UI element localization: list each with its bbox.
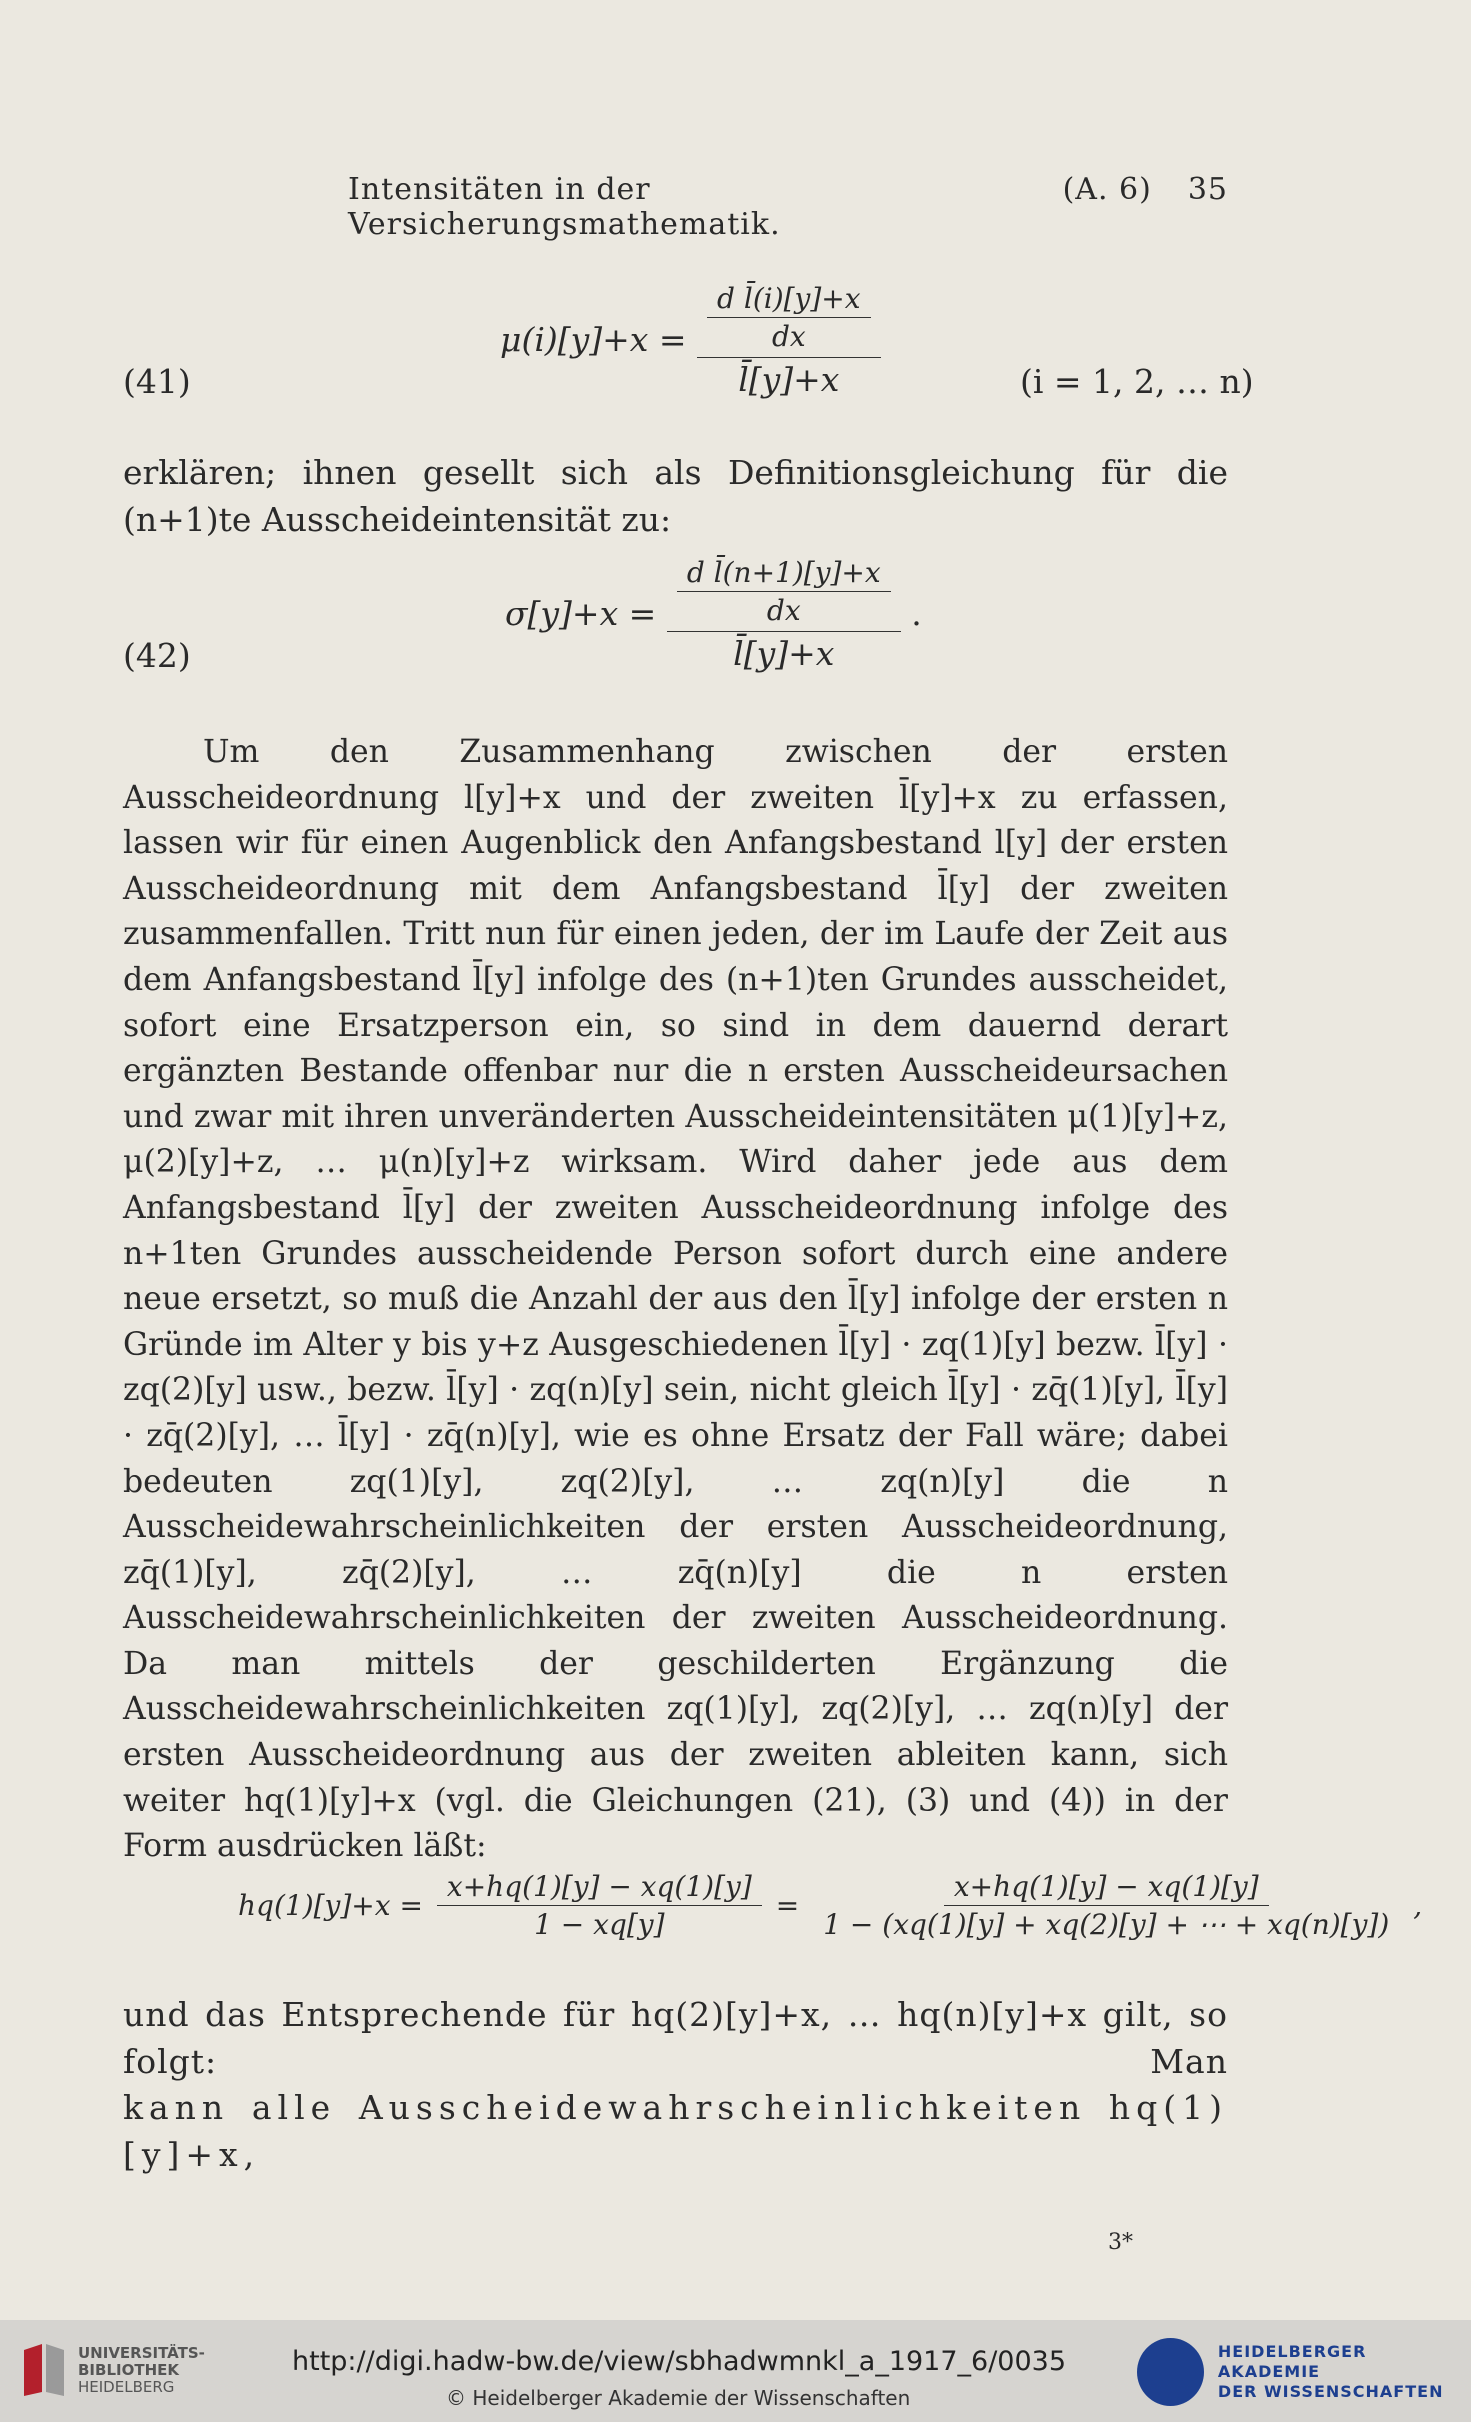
equation-41-condition: (i = 1, 2, … n) [1020,362,1254,401]
equation-final-fraction-1-numerator: x+hq(1)[y] − xq(1)[y] [437,1868,762,1906]
library-name-line-3: HEIDELBERG [78,2377,175,2396]
equation-42-inner-denominator: dx [766,594,801,627]
equation-final-equals: = [775,1889,800,1922]
equation-42-inner-numerator: d l̄(n+1)[y]+x [677,554,891,592]
equation-final-fraction-2-denominator: 1 − (xq(1)[y] + xq(2)[y] + ⋯ + xq(n)[y]) [823,1908,1390,1941]
intro-paragraph: erklären; ihnen gesellt sich als Definitionsgleichung für die (n+1)te Ausscheideintensität zu: [123,453,1228,539]
library-logo-icon [20,2342,68,2398]
equation-final-fraction-2-numerator: x+hq(1)[y] − xq(1)[y] [944,1868,1269,1906]
page-number: 35 [1187,172,1228,207]
academy-name-line-1: HEIDELBERGER AKADEMIE [1217,2342,1367,2381]
equation-42-numerator [667,552,901,632]
equation-42 [505,552,922,675]
running-header [348,172,1228,242]
equation-41-fraction [697,278,881,401]
equation-41-numerator [697,278,881,358]
equation-41-number: (41) [123,362,191,401]
equation-42-tail: . [911,594,922,633]
closing-lines [123,1992,1228,2178]
equation-41 [500,278,881,401]
equation-42-number: (42) [123,636,191,675]
equation-final-fraction-1-denominator: 1 − xq[y] [534,1908,665,1941]
equation-42-fraction [667,552,901,675]
equation-final [238,1868,1422,1943]
copyright-notice: © Heidelberger Akademie der Wissenschaften [446,2386,911,2410]
library-name-line-1: UNIVERSITÄTS- [78,2343,205,2362]
library-name-line-2: BIBLIOTHEK [78,2360,179,2379]
academy-logo[interactable] [1137,2338,1471,2406]
library-logo[interactable] [20,2342,205,2398]
closing-line-1: und das Entsprechende für hq(2)[y]+x, … hq(n)[y]+x gilt, so folgt: Man [123,1995,1228,2081]
equation-final-fraction-2 [813,1868,1399,1943]
closing-line-2: kann alle Ausscheidewahrscheinlichkeiten hq(1)[y]+x, [123,2088,1228,2174]
academy-name-line-2: DER WISSENSCHAFTEN [1217,2382,1444,2401]
equation-42-lhs: σ[y]+x = [505,594,657,633]
permalink-url[interactable]: http://digi.hadw-bw.de/view/sbhadwmnkl_a_1917_6/0035 [292,2346,1067,2377]
footer-bar [0,2320,1471,2422]
equation-42-denominator: l̄[y]+x [733,634,835,673]
equation-final-fraction-1 [437,1868,762,1943]
equation-final-tail: , [1413,1889,1423,1922]
equation-41-inner-denominator: dx [771,320,806,353]
header-title: Intensitäten in der Versicherungsmathematik. [348,172,781,242]
equation-41-denominator: l̄[y]+x [738,360,840,399]
main-paragraph: Um den Zusammenhang zwischen der ersten Ausscheideordnung l[y]+x und der zweiten l̄[y]+x zu erfassen, lassen wir für einen Augenblick den Anfangsbestand l[y] der ersten Ausscheideordnung mit dem Anfangsbestand l̄[y] der zweiten zusammenfallen. Tritt nun für einen jeden, der im Laufe der Zeit aus dem Anfangsbestand l̄[y] infolge des (n+1)ten Grundes ausscheidet, sofort eine Ersatzperson ein, so sind in dem dauernd derart ergänzten Bestande offenbar nur die n ersten Ausscheideursachen und zwar mit ihren unveränderten Ausscheideintensitäten μ(1)[y]+z, μ(2)[y]+z, … μ(n)[y]+z wirksam. Wird daher jede aus dem Anfangsbestand l̄[y] der zweiten Ausscheideordnung infolge des n+1ten Grundes ausscheidende Person sofort durch eine andere neue ersetzt, so muß die Anzahl der aus den l̄[y] infolge der ersten n Gründe im Alter y bis y+z Ausgeschiedenen l̄[y] · zq(1)[y] bezw. l̄[y] · zq(2)[y] usw., bezw. l̄[y] · zq(n)[y] sein, nicht gleich l̄[y] · zq̄(1)[y], l̄[y] · zq̄(2)[y], … l̄[y] · zq̄(n)[y], wie es ohne Ersatz der Fall wäre; dabei bedeuten zq(1)[y], zq(2)[y], … zq(n)[y] die n Ausscheidewahrscheinlichkeiten der ersten Ausscheideordnung, zq̄(1)[y], zq̄(2)[y], … zq̄(n)[y] die n ersten Ausscheidewahrscheinlichkeiten der zweiten Ausscheideordnung. Da man mittels der geschilderten Ergänzung die Ausscheidewahrscheinlichkeiten zq(1)[y], zq(2)[y], … zq(n)[y] der ersten Ausscheideordnung aus der zweiten ableiten kann, sich weiter hq(1)[y]+x (vgl. die Gleichungen (21), (3) und (4)) in der Form ausdrücken läßt: [123,734,1228,1865]
equation-41-inner-numerator: d l̄(i)[y]+x [707,280,871,318]
academy-seal-icon [1137,2338,1204,2406]
equation-41-lhs: μ(i)[y]+x = [500,320,687,359]
header-ref: (A. 6) [1062,172,1152,207]
signature-mark: 3* [1108,2230,1133,2255]
equation-final-lhs: hq(1)[y]+x = [238,1889,423,1922]
